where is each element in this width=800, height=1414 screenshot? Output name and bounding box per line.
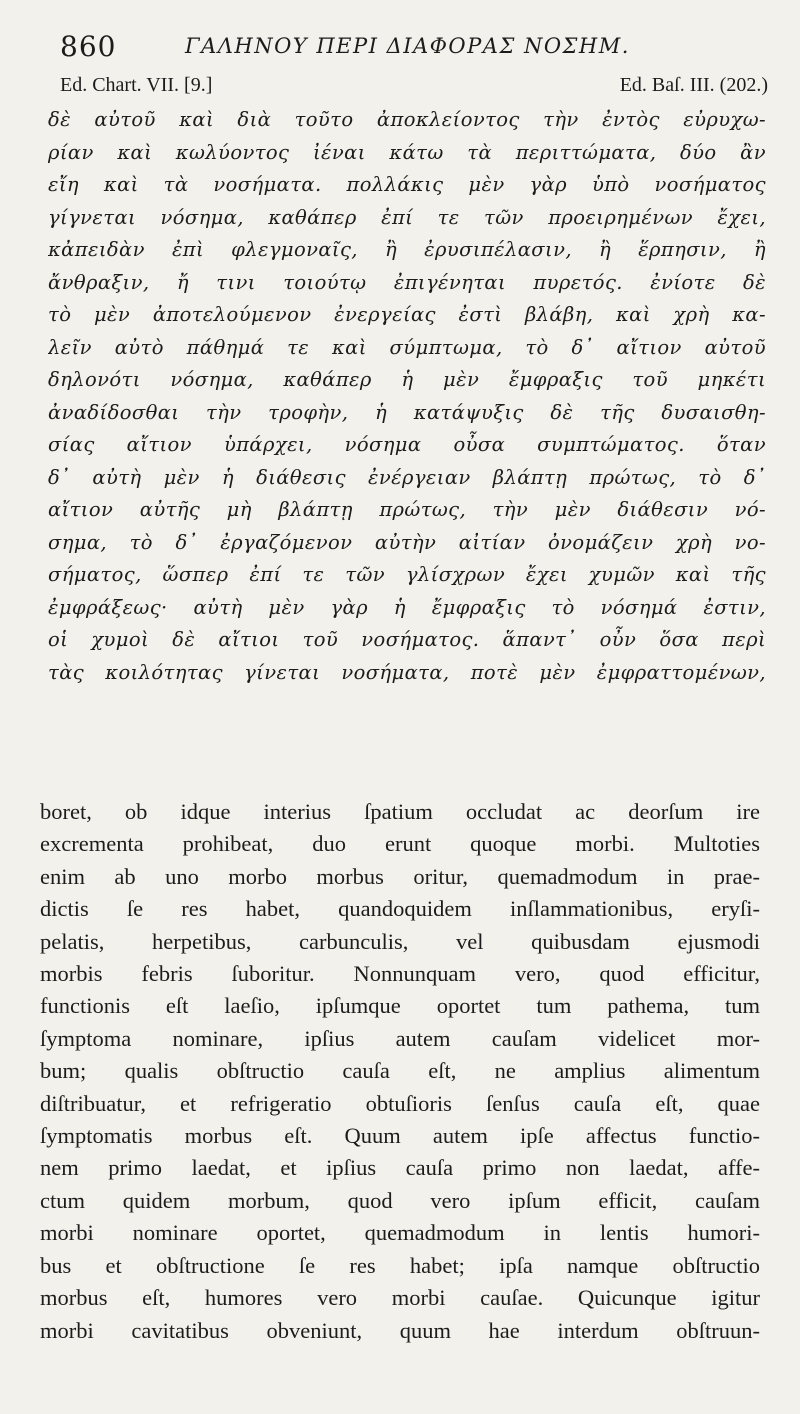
latin-line: diſtribuatur, et refrigeratio obtuſioris ſenſus cauſa eſt, quae — [40, 1090, 760, 1116]
latin-line: morbus eſt, humores vero morbi cauſae. Quicunque igitur — [40, 1285, 760, 1311]
latin-line: bum; qualis obſtructio cauſa eſt, ne amplius alimentum — [40, 1058, 760, 1084]
greek-line: οἱ χυμοὶ δὲ αἴτιοι τοῦ νοσήματος. ἅπαντ᾽ οὖν ὅσα περὶ — [48, 628, 766, 651]
greek-line: αἴτιον αὐτῆς μὴ βλάπτῃ πρώτως, τὴν μὲν διάθεσιν νό- — [48, 498, 766, 521]
latin-line: morbis febris ſuboritur. Nonnunquam vero, quod efficitur, — [40, 961, 760, 987]
latin-line: boret, ob idque interius ſpatium occludat ac deorſum ire — [40, 799, 760, 824]
greek-line: ἐμφράξεως· αὐτὴ μὲν γὰρ ἡ ἔμφραξις τὸ νόσημά ἐστιν, — [48, 595, 766, 619]
running-head — [60, 30, 760, 66]
greek-line: ρίαν καὶ κωλύοντος ἰέναι κάτω τὰ περιττώματα, δύο ἂν — [48, 140, 766, 164]
latin-line: bus et obſtructione ſe res habet; ipſa namque obſtructio — [40, 1252, 760, 1278]
greek-line: δηλονότι νόσημα, καθάπερ ἡ μὲν ἔμφραξις τοῦ μηκέτι — [48, 368, 766, 391]
greek-line: κἀπειδὰν ἐπὶ φλεγμοναῖς, ἢ ἐρυσιπέλασιν, ἢ ἕρπησιν, ἢ — [48, 238, 766, 261]
greek-line: ἄνθραξιν, ἤ τινι τοιούτῳ ἐπιγένηται πυρετός. ἐνίοτε δὲ — [48, 270, 766, 294]
greek-line: εἴη καὶ τὰ νοσήματα. πολλάκις μὲν γὰρ ὑπὸ νοσήματος — [48, 173, 766, 196]
latin-line: ſymptoma nominare, ipſius autem cauſam videlicet mor- — [40, 1025, 760, 1051]
latin-line: ctum quidem morbum, quod vero ipſum efficit, cauſam — [40, 1187, 760, 1213]
page-number: 860 — [60, 30, 117, 63]
greek-line: γίγνεται νόσημα, καθάπερ ἐπί τε τῶν προειρημένων ἔχει, — [48, 205, 766, 229]
greek-line: τὸ μὲν ἀποτελούμενον ἐνεργείας ἐστὶ βλάβη, καὶ χρὴ κα- — [48, 303, 766, 326]
greek-line: σήματος, ὥσπερ ἐπί τε τῶν γλίσχρων ἔχει χυμῶν καὶ τῆς — [48, 563, 766, 586]
latin-line: dictis ſe res habet, quandoquidem inſlammationibus, eryſi- — [40, 896, 760, 922]
edition-chartier-ref: Ed. Chart. VII. [9.] — [60, 74, 213, 96]
latin-line: excrementa prohibeat, duo erunt quoque morbi. Multoties — [40, 831, 760, 857]
greek-line: ἀναδίδοσθαι τὴν τροφὴν, ἡ κατάψυξις δὲ τῆς δυσαισθη- — [48, 400, 766, 424]
greek-line: τὰς κοιλότητας γίνεται νοσήματα, ποτὲ μὲν ἐμφραττομένων, — [48, 660, 766, 684]
edition-basel-ref: Ed. Baſ. III. (202.) — [619, 74, 768, 96]
latin-line: nem primo laedat, et ipſius cauſa primo non laedat, affe- — [40, 1155, 760, 1181]
latin-line: pelatis, herpetibus, carbunculis, vel quibusdam ejusmodi — [40, 928, 760, 954]
greek-line: λεῖν αὐτὸ πάθημά τε καὶ σύμπτωμα, τὸ δ᾽ αἴτιον αὐτοῦ — [48, 335, 766, 359]
greek-line: δὲ αὐτοῦ καὶ διὰ τοῦτο ἀποκλείοντος τὴν ἐντὸς εὐρυχω- — [48, 108, 766, 131]
running-title: ΓΑΛΗΝΟΥ ΠΕΡΙ ΔΙΑΦΟΡΑΣ ΝΟΣΗΜ. — [185, 34, 630, 58]
latin-line: enim ab uno morbo morbus oritur, quemadmodum in prae- — [40, 863, 760, 889]
latin-line: morbi nominare oportet, quemadmodum in lentis humori- — [40, 1220, 760, 1246]
latin-line: morbi cavitatibus obveniunt, quum hae interdum obſtruun- — [40, 1317, 760, 1343]
greek-line: δ᾽ αὐτὴ μὲν ἡ διάθεσις ἐνέργειαν βλάπτῃ πρώτως, τὸ δ᾽ — [48, 465, 766, 489]
greek-line: σίας αἴτιον ὑπάρχει, νόσημα οὖσα συμπτώματος. ὅταν — [48, 433, 766, 456]
edition-references — [60, 74, 768, 100]
latin-text-block — [40, 796, 760, 1347]
latin-line: functionis eſt laeſio, ipſumque oportet tum pathema, tum — [40, 993, 760, 1019]
greek-line: σημα, τὸ δ᾽ ἐργαζόμενον αὐτὴν αἰτίαν ὀνομάζειν χρὴ νο- — [48, 530, 766, 554]
greek-text-block — [48, 104, 766, 689]
latin-line: ſymptomatis morbus eſt. Quum autem ipſe affectus functio- — [40, 1123, 760, 1149]
